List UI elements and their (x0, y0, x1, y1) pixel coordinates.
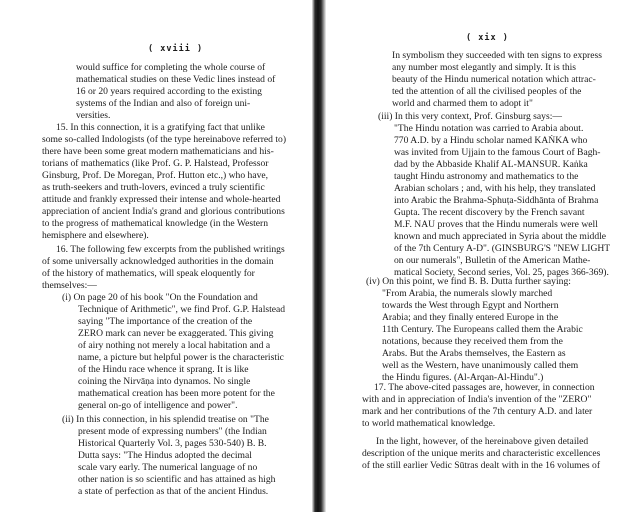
text-line: torians of mathematics (like Prof. G. P. Halstead, Professor (42, 158, 269, 169)
text-line: matical Society, Second series, Vol. 25, pages 366-369). (394, 267, 609, 278)
text-line: on our numerals", Bulletin of the American Mathe- (394, 255, 591, 266)
text-line: M.F. NAU proves that the Hindu numerals were well (394, 219, 598, 230)
text-line: versities. (76, 110, 111, 121)
text-line: to the progress of mathematical knowledge (in the Western (42, 218, 269, 229)
text-line: Technique of Arithmetic", we find Prof. G.P. Halstead (78, 304, 286, 315)
text-line: In the light, however, of the hereinabove given detailed (376, 436, 589, 447)
text-line: Arabia; and they finally entered Europe in the (382, 312, 559, 323)
text-line: taught Hindu astronomy and mathematics to the (394, 171, 579, 182)
text-line: of the 7th Century A-D". (GINSBURG'S "NEW LIGHT (394, 243, 611, 254)
text-line: there have been some great modern mathematicians and his- (42, 146, 274, 157)
text-line: as truth-seekers and truth-lovers, evinced a truly scientific (42, 182, 265, 193)
continuation-text (392, 50, 626, 110)
text-line: with and in appreciation of India's invention of the "ZERO" (362, 394, 592, 405)
paragraph-15 (42, 122, 298, 242)
list-item-ii (62, 414, 298, 498)
text-line: other nation is so scientific and has attained as high (78, 474, 276, 485)
text-line: appreciation of ancient India's grand and glorious contributions (42, 206, 285, 217)
text-line: to world mathematical knowledge. (362, 418, 496, 429)
list-item-i (62, 292, 298, 412)
page-number: ( xviii ) (148, 44, 204, 54)
text-line: a state of perfection as that of the ancient Hindus. (78, 486, 269, 497)
text-line: of airy nothing not merely a local habitation and a (78, 340, 271, 351)
text-line: Historical Quarterly Vol. 3, pages 530-540) B. B. (78, 438, 267, 449)
text-line: mathematical creation has been more potent for the (78, 388, 275, 399)
text-line: known and much appreciated in Syria about the middle (394, 231, 607, 242)
text-line: 16. The following few excerpts from the published writings (56, 244, 285, 255)
text-line: name, a picture but helpful power is the characteristic (78, 352, 284, 363)
text-line: "From Arabia, the numerals slowly marched (382, 288, 553, 299)
text-line: of some universally acknowledged authorities in the domain (42, 256, 274, 267)
text-line: (iv) On this point, we find B. B. Dutta further saying: (366, 276, 571, 287)
text-line: notations, because they received them from the (382, 336, 563, 347)
text-line: coining the Nirvāṇa into dynamos. No single (78, 376, 251, 387)
book-gutter (312, 0, 326, 512)
text-line: Gupta. The recent discovery by the French savant (394, 207, 585, 218)
text-line: would suffice for completing the whole course of (76, 62, 266, 73)
text-line: 11th Century. The Europeans called them the Arabic (382, 324, 583, 335)
text-line: description of the unique merits and characteristic excellences (362, 448, 601, 459)
text-line: (ii) In this connection, in his splendid treatise on "The (62, 414, 269, 425)
text-line: the Hindu figures. (Al-Arqan-Al-Hindu".) (382, 372, 544, 383)
text-line: themselves:— (42, 280, 97, 291)
text-line: 770 A.D. by a Hindu scholar named KAṄKA who (394, 135, 588, 146)
text-line: 17. The above-cited passages are, however, in connection (374, 382, 595, 393)
text-line: some so-called Indologists (of the type hereinabove referred to) (42, 134, 287, 145)
paragraph-16 (42, 244, 298, 292)
text-line: mathematical studies on these Vedic lines instead of (76, 74, 276, 85)
paragraph-light (362, 436, 626, 472)
text-line: "The Hindu notation was carried to Arabia about. (394, 123, 584, 134)
continuation-text (76, 62, 288, 122)
text-line: systems of the Indian and also of foreign uni- (76, 98, 251, 109)
text-line: (i) On page 20 of his book "On the Foundation and (62, 292, 258, 303)
text-line: ZERO mark can never be exaggerated. This giving (78, 328, 274, 339)
text-line: attitude and frankly expressed their intense and whole-hearted (42, 194, 281, 205)
page-number: ( xix ) (466, 33, 509, 43)
text-line: well as the Western, have unanimously called them (382, 360, 579, 371)
text-line: beauty of the Hindu numerical notation which attrac- (392, 74, 596, 85)
text-line: into Arabic the Brahma-Sphuṭa-Siddhānta of Brahma (394, 195, 599, 206)
text-line: dad by the Abbaside Khalif AL-MANSUR. Kaṅka (394, 159, 588, 170)
text-line: towards the West through Egypt and Northern (382, 300, 559, 311)
text-line: world and charmed them to adopt it" (392, 98, 533, 109)
text-line: saying "The importance of the creation of the (78, 316, 253, 327)
text-line: of the still earlier Vedic Sūtras dealt with in the 16 volumes of (362, 460, 601, 471)
list-item-iv (366, 276, 626, 384)
right-page (326, 0, 638, 512)
list-item-iii (378, 111, 626, 279)
text-line: Arabs. But the Arabs themselves, the Eastern as (382, 348, 566, 359)
text-line: Ginsburg, Prof. De Moregan, Prof. Hutton etc.,) who have, (42, 170, 269, 181)
text-line: Arabian scholars ; and, with his help, they translated (394, 183, 596, 194)
text-line: general on-go of intelligence and power". (78, 400, 238, 411)
text-line: of the history of mathematics, will speak eloquently for (42, 268, 255, 279)
text-line: present mode of expressing numbers" (the Indian (78, 426, 267, 437)
text-line: any number most elegantly and simply. It is this (392, 62, 577, 73)
text-line: scale vary early. The numerical language of no (78, 462, 258, 473)
text-line: (iii) In this very context, Prof. Ginsburg says:— (378, 111, 562, 122)
paragraph-17 (362, 382, 626, 430)
text-line: In symbolism they succeeded with ten signs to express (392, 50, 602, 61)
text-line: 16 or 20 years required according to the existing (76, 86, 262, 97)
text-line: Dutta says: "The Hindus adopted the decimal (78, 450, 252, 461)
text-line: was invited from Ujjain to the famous Court of Bagh- (394, 147, 601, 158)
left-page (0, 0, 312, 512)
text-line: ted the attention of all the civilised peoples of the (392, 86, 582, 97)
text-line: 15. In this connection, it is a gratifying fact that unlike (56, 122, 265, 133)
text-line: of the Hindu race whence it sprang. It is like (78, 364, 249, 375)
text-line: hemisphere and elsewhere). (42, 230, 149, 241)
text-line: mark and her contributions of the 7th century A.D. and later (362, 406, 593, 417)
